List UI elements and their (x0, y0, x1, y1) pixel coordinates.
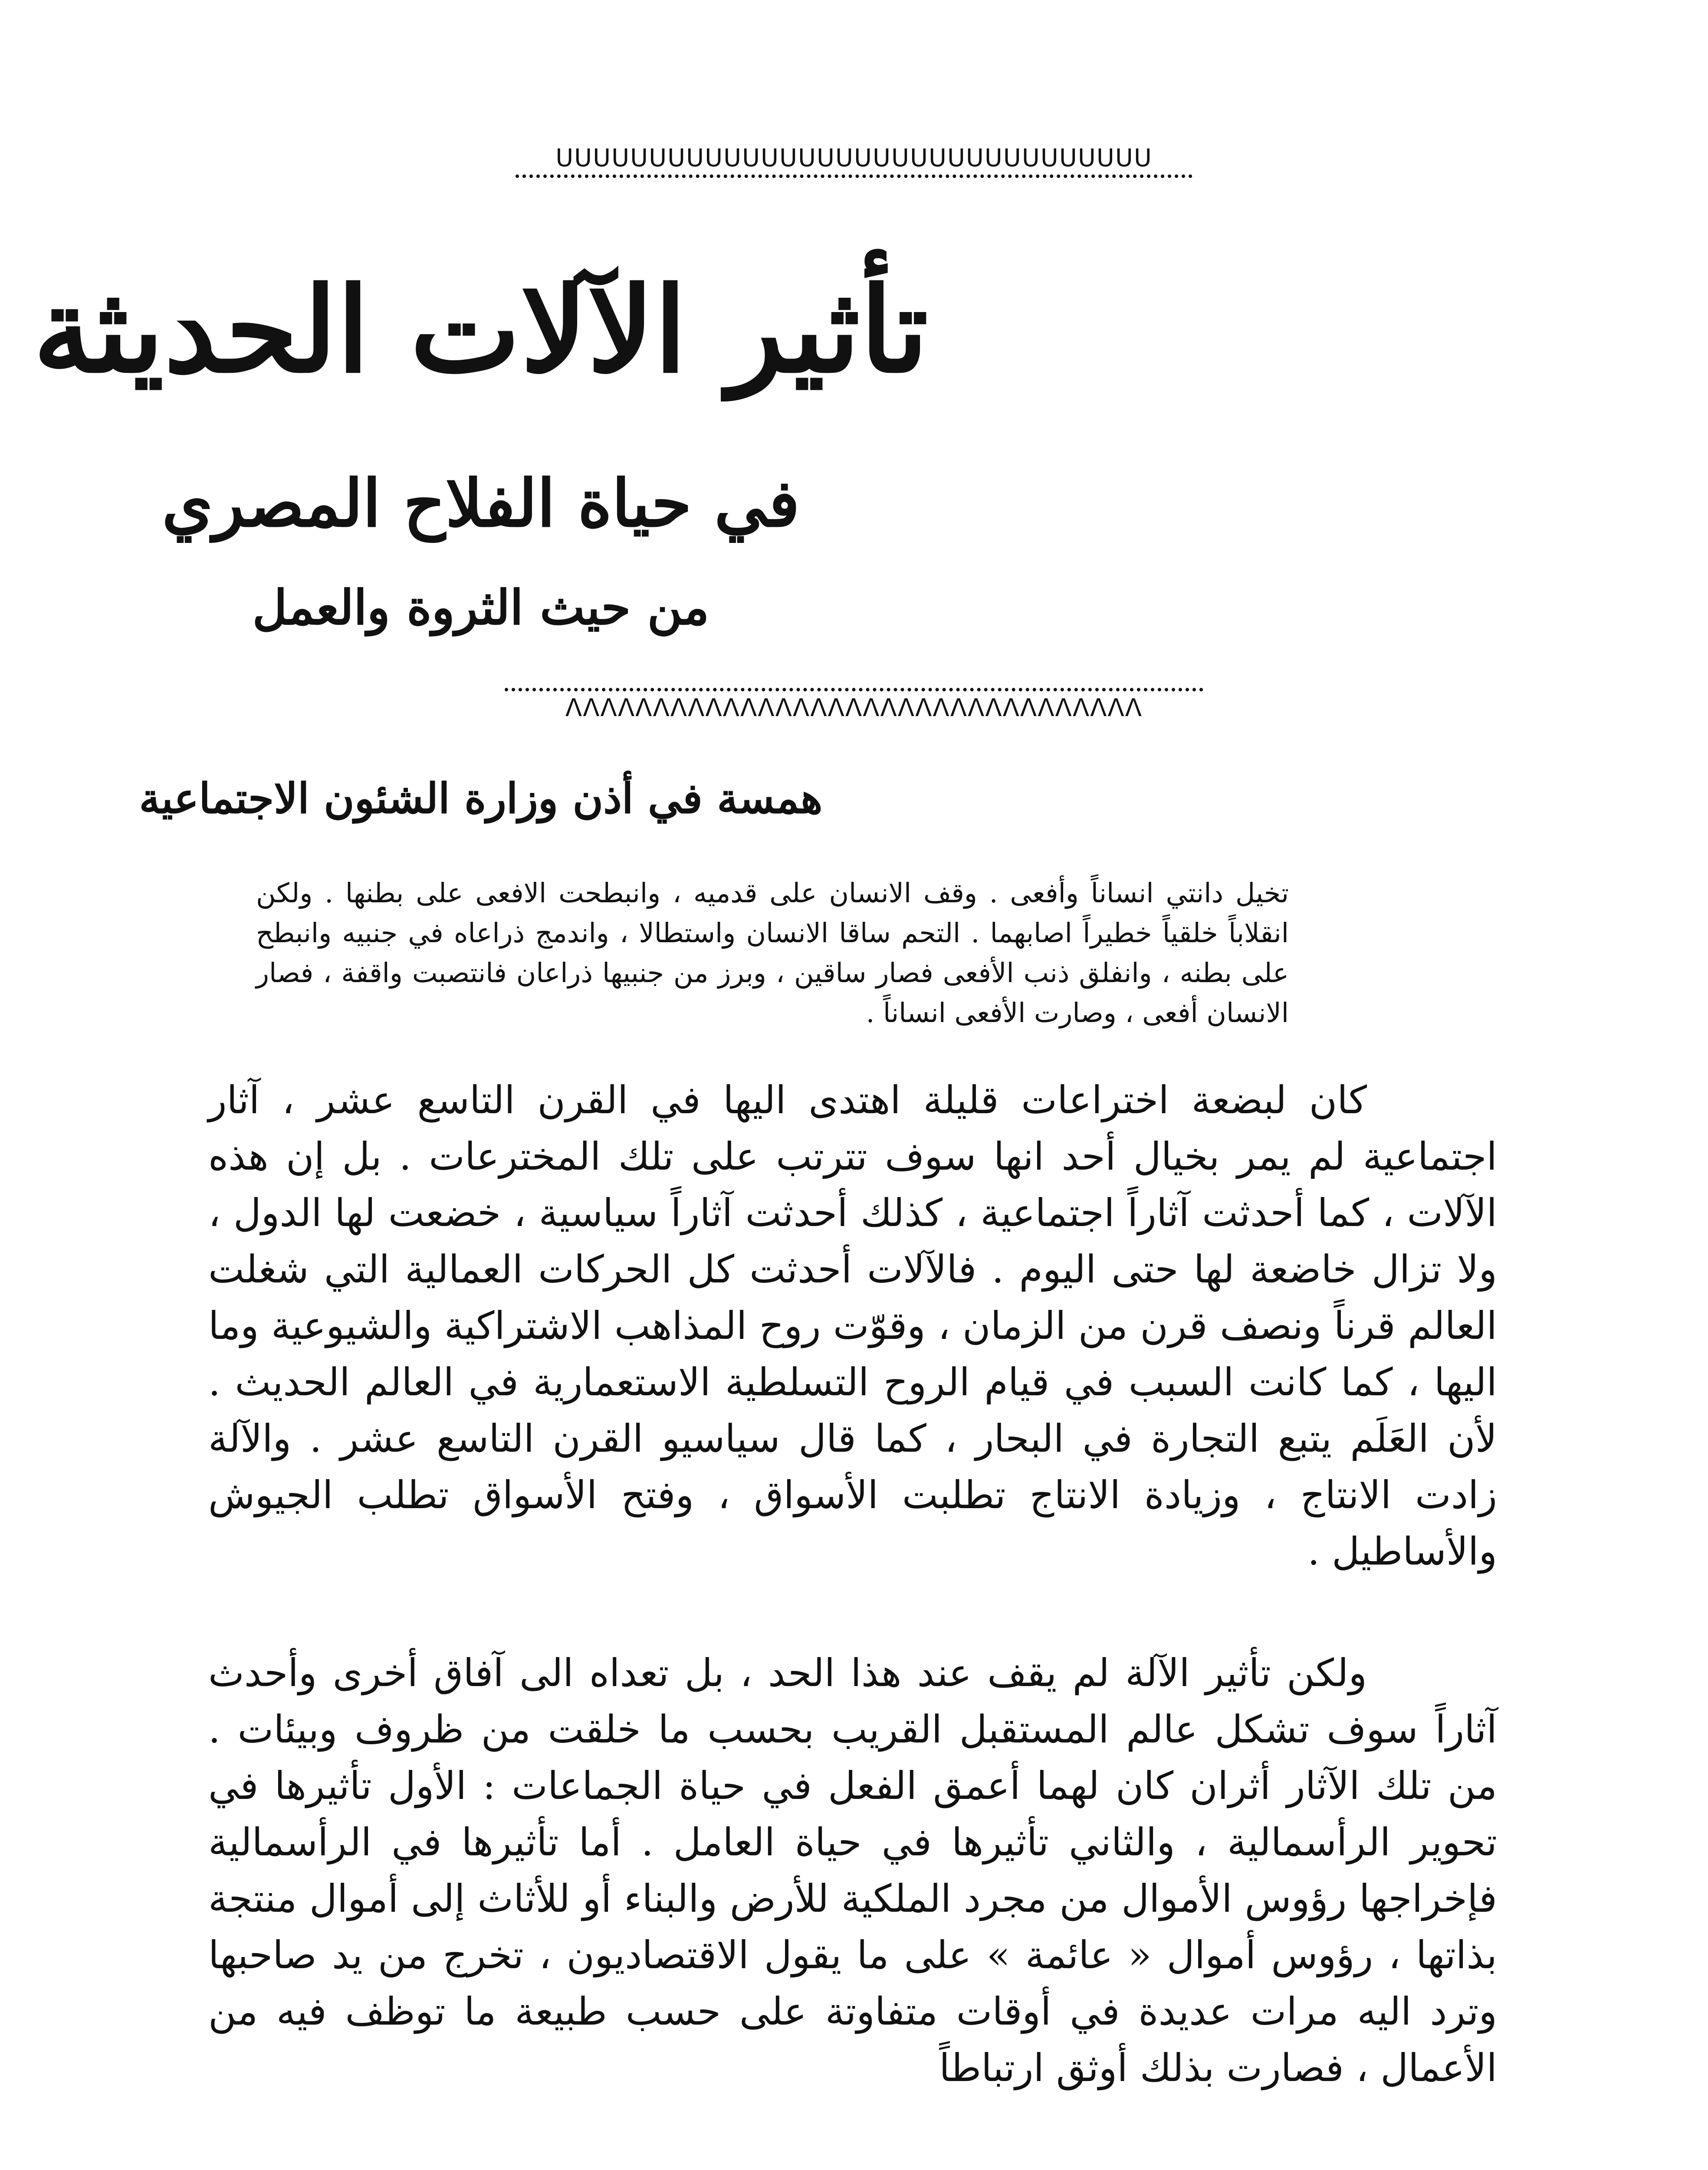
side-note-heading: همسة في أذن وزارة الشئون الاجتماعية (139, 774, 823, 823)
page-sub-subtitle: من حيث الثروة والعمل (252, 579, 709, 635)
top-ornament-row: ꓴꓴꓴꓴꓴꓴꓴꓴꓴꓴꓴꓴꓴꓴꓴꓴꓴꓴꓴꓴꓴꓴꓴꓴꓴꓴꓴꓴꓴꓴꓴꓴ (555, 144, 1153, 172)
side-note-text: تخيل دانتي انساناً وأفعى . وقف الانسان على قدميه ، وانبطحت الافعى على بطنها . ولكن انقلاباً خلقياً خطيراً اصابهما . التحم ساقا الانسان واستطالا ، واندمج ذراعاه في جنبيه وانبطح على بطنه ، وانفلق ذنب الأفعى فصار ساقين ، وبرز من جنبيها ذراعان فانتصبت واقفة ، فصار الانسان أفعى ، وصارت الأفعى انساناً . (256, 877, 1289, 1029)
middle-ornament-border (0, 688, 1708, 723)
body-paragraph-2: ولكن تأثير الآلة لم يقف عند هذا الحد ، بل تعداه الى آفاق أخرى وأحدث آثاراً سوف تشكل عالم المستقبل القريب بحسب ما خلقت من ظروف وبيئات . من تلك الآثار أثران كان لهما أعمق الفعل في حياة الجماعات : الأول تأثيرها في تحوير الرأسمالية ، والثاني تأثيرها في حياة العامل . أما تأثيرها في الرأسمالية فإخراجها رؤوس الأموال من مجرد الملكية للأرض والبناء أو للأثاث إلى أموال منتجة بذاتها ، رؤوس أموال « عائمة » على ما يقول الاقتصاديون ، تخرج من يد صاحبها وترد اليه مرات عديدة في أوقات متفاوتة على حسب طبيعة ما توظف فيه من الأعمال ، فصارت بذلك أوثق ارتباطاً (208, 1651, 1497, 2090)
page-subtitle: في حياة الفلاح المصري (162, 465, 800, 542)
top-ornament-border (0, 143, 1708, 178)
page-title: تأثير الآلات الحديثة (33, 261, 929, 399)
middle-ornament-row: ꓥꓥꓥꓥꓥꓥꓥꓥꓥꓥꓥꓥꓥꓥꓥꓥꓥꓥꓥꓥꓥꓥꓥꓥꓥꓥꓥꓥꓥꓥꓥꓥꓥ (565, 694, 1143, 722)
body-paragraph-1: كان لبضعة اختراعات قليلة اهتدى اليها في القرن التاسع عشر ، آثار اجتماعية لم يمر بخيال أحد انها سوف تترتب على تلك المخترعات . بل إن هذه الآلات ، كما أحدثت آثاراً اجتماعية ، كذلك أحدثت آثاراً سياسية ، خضعت لها الدول ، ولا تزال خاضعة لها حتى اليوم . فالآلات أحدثت كل الحركات العمالية التي شغلت العالم قرناً ونصف قرن من الزمان ، وقوّت روح المذاهب الاشتراكية والشيوعية وما اليها ، كما كانت السبب في قيام الروح التسلطية الاستعمارية في العالم الحديث . لأن العَلَم يتبع التجارة في البحار ، كما قال سياسيو القرن التاسع عشر . والآلة زادت الانتاج ، وزيادة الانتاج تطلبت الأسواق ، وفتح الأسواق تطلب الجيوش والأساطيل . (208, 1078, 1498, 1574)
middle-ornament-dots (505, 688, 1203, 691)
top-ornament-dots (516, 174, 1192, 178)
